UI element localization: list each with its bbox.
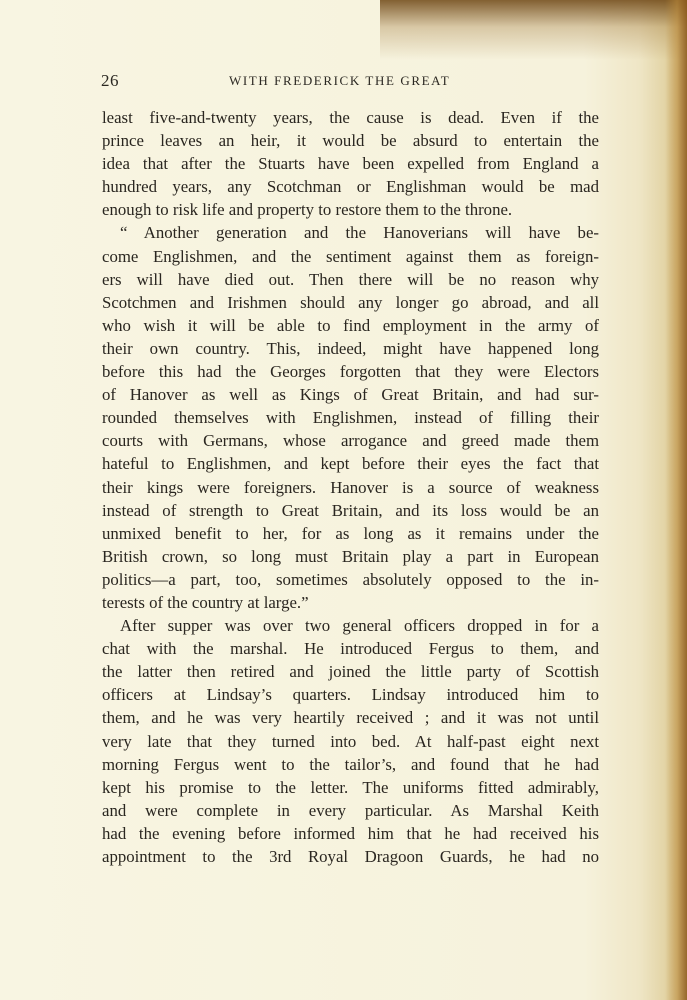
text-line: had the evening before informed him that he had received his: [102, 823, 599, 843]
page-spine-shadow: [665, 0, 687, 1000]
text-line: come Englishmen, and the sentiment against them as foreign-: [102, 246, 599, 266]
text-line: politics—a part, too, sometimes absolutely opposed to the in-: [102, 569, 599, 589]
text-line: rounded themselves with Englishmen, instead of filling their: [102, 408, 599, 428]
text-line: hundred years, any Scotchman or Englishman would be mad: [102, 177, 599, 197]
text-line: ers will have died out. Then there will be no reason why: [102, 269, 599, 289]
text-line: very late that they turned into bed. At half-past eight next: [102, 731, 599, 751]
text-line: and were complete in every particular. As Marshal Keith: [102, 800, 599, 820]
text-line: them, and he was very heartily received ; and it was not until: [102, 708, 599, 728]
text-line: instead of strength to Great Britain, and its loss would be an: [102, 500, 599, 520]
text-line: least five-and-twenty years, the cause is dead. Even if the: [102, 108, 599, 127]
text-line: their own country. This, indeed, might have happened long: [102, 338, 599, 358]
page-edge-shadow: [380, 0, 687, 60]
text-line: unmixed benefit to her, for as long as it remains under the: [102, 523, 599, 543]
text-line: “ Another generation and the Hanoverians will have be-: [120, 223, 599, 243]
running-head: [101, 71, 598, 93]
text-line: chat with the marshal. He introduced Fergus to them, and: [102, 639, 599, 659]
text-line: prince leaves an heir, it would be absurd to entertain the: [102, 131, 599, 151]
text-line: British crown, so long must Britain play a part in European: [102, 546, 599, 566]
text-line: before this had the Georges forgotten that they were Electors: [102, 362, 599, 382]
text-line: the latter then retired and joined the little party of Scottish: [102, 662, 599, 682]
text-line: enough to risk life and property to restore them to the throne.: [102, 200, 513, 220]
text-line: appointment to the 3rd Royal Dragoon Guards, he had no: [102, 847, 599, 866]
text-line: who wish it will be able to find employment in the army of: [102, 315, 599, 335]
text-line: terests of the country at large.”: [102, 592, 309, 612]
text-line: morning Fergus went to the tailor’s, and found that he had: [102, 754, 599, 774]
text-line: courts with Germans, whose arrogance and greed made them: [102, 431, 599, 451]
text-line: kept his promise to the letter. The uniforms fitted admirably,: [102, 777, 599, 797]
page-number: 26: [101, 71, 119, 90]
text-line: Scotchmen and Irishmen should any longer go abroad, and all: [102, 292, 599, 312]
text-line: After supper was over two general officers dropped in for a: [120, 616, 599, 636]
text-line: of Hanover as well as Kings of Great Britain, and had sur-: [102, 385, 599, 405]
text-line: officers at Lindsay’s quarters. Lindsay introduced him to: [102, 685, 599, 705]
text-line: idea that after the Stuarts have been expelled from England a: [102, 154, 599, 174]
running-title: WITH FREDERICK THE GREAT: [229, 73, 451, 88]
text-line: hateful to Englishmen, and kept before their eyes the fact that: [102, 454, 599, 474]
body-text: [102, 106, 599, 868]
text-line: their kings were foreigners. Hanover is a source of weakness: [102, 477, 599, 497]
